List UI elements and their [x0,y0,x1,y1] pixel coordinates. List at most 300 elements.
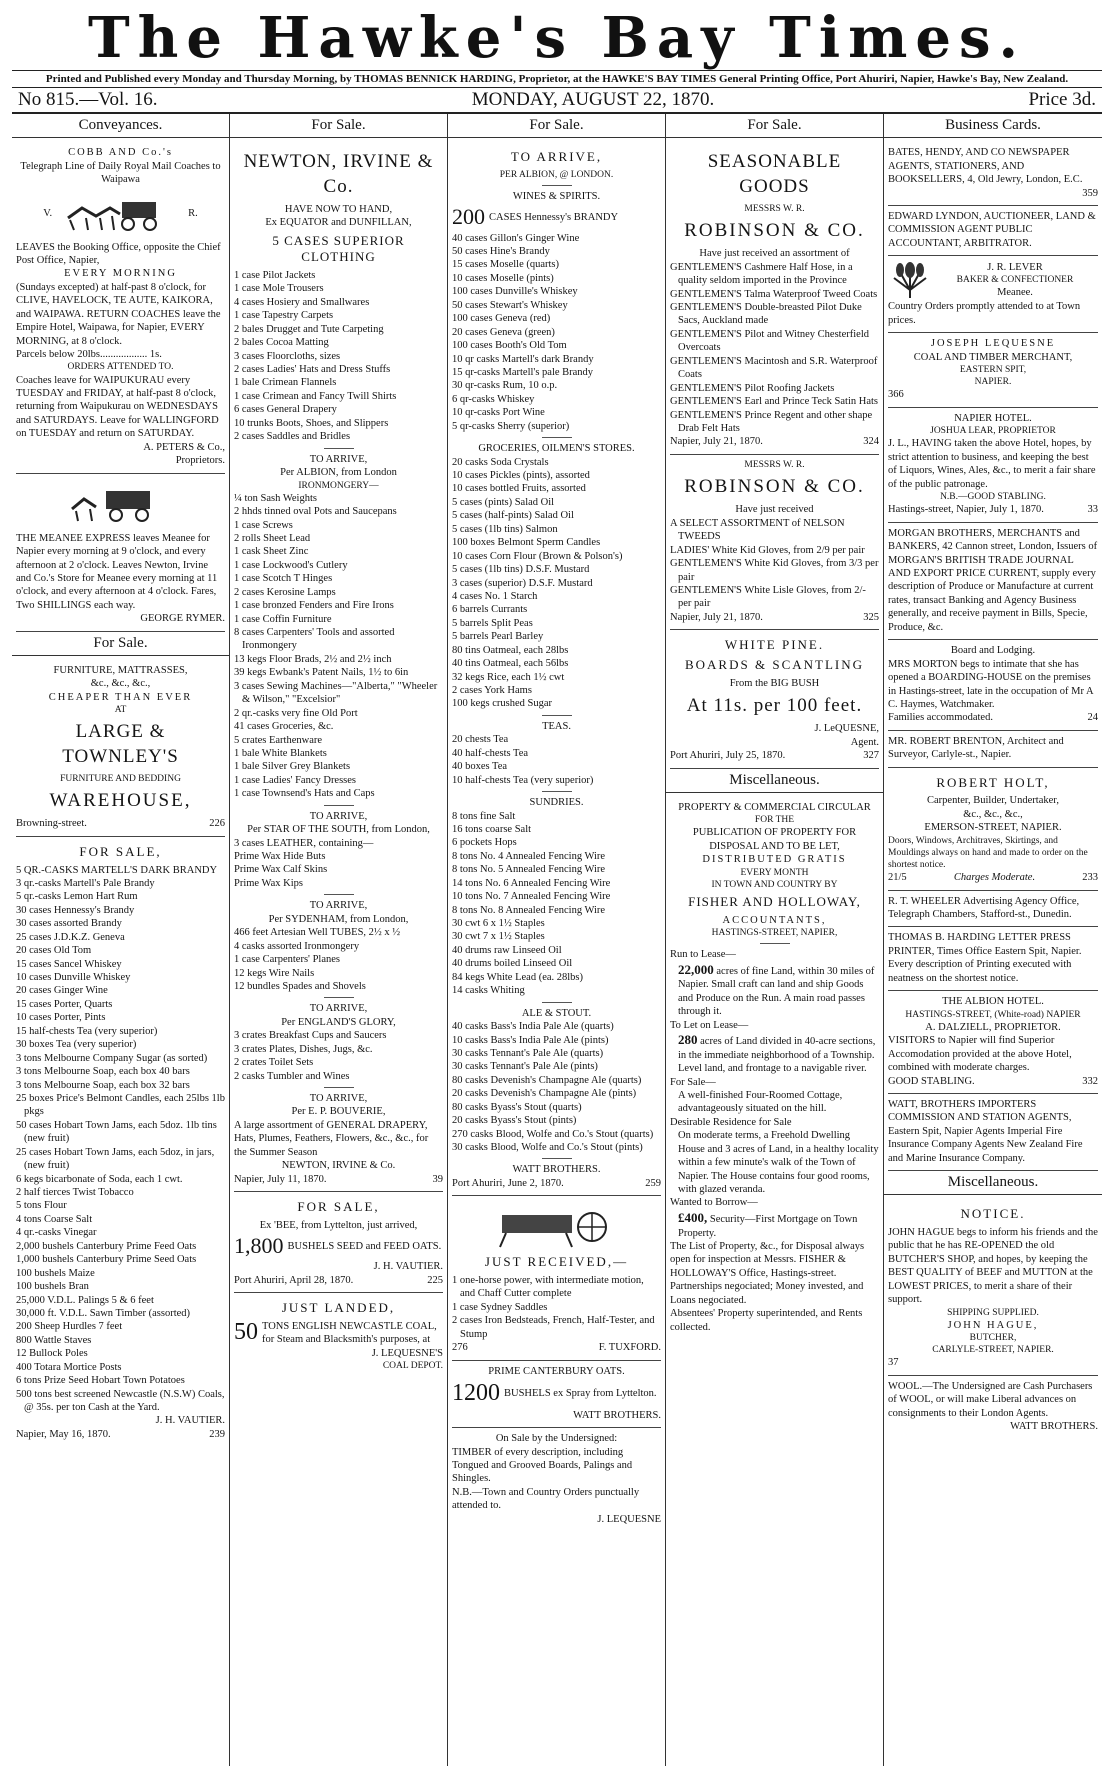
list-item: 10 cases Dunville Whiskey [16,972,131,984]
column-for-sale-3 [448,114,666,1766]
list-item: 6 barrels Currants [452,604,528,616]
seed-text: BUSHELS SEED and FEED OATS. [287,1240,442,1252]
sale-list [16,864,225,1415]
lever-trade: BAKER & CONFECTIONER [956,275,1074,286]
list-item: ¼ ton Sash Weights [234,492,317,504]
hotel-prop: JOSHUA LEAR, PROPRIETOR [930,426,1056,437]
card-board [888,640,1098,731]
card-napier-hotel [888,408,1098,523]
card-holt [888,768,1098,891]
wool-text: WOOL.—The Undersigned are Cash Purchasers of WOOL, or will make Liberal advances on consignments to their London Agents. [888,1380,1093,1419]
express-illustration [22,482,219,528]
board-text: MRS MORTON begs to intimate that she has opened a BOARDING-HOUSE on the premises in Hastings-street, late in the occupation of Mr A C. Haymes, Watchmaker. [888,658,1093,710]
groceries-heading: GROCERIES, OILMEN'S STORES. [478,443,635,455]
list-item: 2 cases Saddles and Bridles [234,431,351,443]
list-item: 800 Wattle Staves [16,1334,92,1346]
pine-boards: BOARDS & SCANTLING [684,656,864,672]
ad-robinson-1 [670,142,879,455]
list-item: 3 tons Melbourne Company Sugar (as sorted) [16,1052,208,1064]
sundries-heading: SUNDRIES. [529,797,584,809]
list-item: 8 cases Carpenters' Tools and assorted Ironmongery [234,627,395,652]
list-item: 2 half tierces Twist Tobacco [16,1187,134,1199]
oats-text: BUSHELS ex Spray from Lyttelton. [504,1387,657,1399]
cobb-orders: ORDERS ATTENDED TO. [67,362,174,373]
partnership-text: Partnerships negociated; Money invested, and Loans negociated. [670,1281,864,1306]
list-item: Prime Wax Kips [234,877,303,889]
list-item: 10 casks Bass's India Pale Ale (pints) [452,1034,609,1046]
oats-qty: 1200 [452,1380,500,1406]
card-bates [888,142,1098,206]
list-item: GENTLEMEN'S Double-breasted Pilot Duke Sacs, Auckland made [670,302,862,327]
list-item: 1 case Crimean and Fancy Twill Shirts [234,390,397,402]
list-item: GENTLEMEN'S Prince Regent and other shape Drab Felt Hats [670,409,873,434]
newton-list-2 [234,492,443,801]
pine-agent: Agent. [850,736,879,748]
newton-arrive-5: TO ARRIVE, [309,1093,368,1105]
misc-heading: Miscellaneous. [884,1171,1102,1195]
furn-warehouse: WAREHOUSE, [49,790,192,812]
hague-text: JOHN HAGUE begs to inform his friends and the public that he has RE-OPENED the old BUTCHER'S SHOP, and hopes, by keeping the BEST QUALITY of BEEF and MUTTON at the LOWEST PRICES, to merit a share of their support. [888,1226,1098,1306]
list-item: 30 cases Hennessy's Brandy [16,904,135,916]
circ-pub: PUBLICATION OF PROPERTY FOR DISPOSAL AND TO BE LET, [692,827,857,852]
want-qty: £400, [678,1209,708,1225]
newton-per-4: Per ENGLAND'S GLORY, [281,1016,396,1028]
list-item: 20 cases Geneva (green) [452,326,555,338]
list-item: GENTLEMEN'S White Kid Gloves, from 3/3 per pair [670,558,879,583]
list-item: 2 rolls Sheet Lead [234,532,311,544]
list-item: 4 casks assorted Ironmongery [234,940,360,952]
robinson-date-1: Napier, July 21, 1870. [670,436,763,448]
list-item: 25 cases J.D.K.Z. Geneva [16,931,125,943]
lever-row [888,260,1098,300]
masthead-title: The Hawke's Bay Times. [87,6,1026,71]
pine-heading: WHITE PINE. [724,637,825,653]
list-item: 16 tons coarse Salt [452,823,532,835]
coach-letter-right: R. [188,207,198,219]
furn-at: AT [114,705,127,716]
list-item: 4 qr.-casks Vinegar [16,1227,97,1239]
ale-heading: ALE & STOUT. [521,1007,592,1019]
seed-ex: Ex 'BEE, from Lyttelton, just arrived, [259,1219,418,1231]
ad-watt-brothers [452,142,661,1196]
ad-cobb [16,142,225,473]
list-item: 20 chests Tea [452,734,509,746]
list-item: GENTLEMEN'S Cashmere Half Hose, in a quality seldom imported in the Province [670,261,853,287]
hague-trade: BUTCHER, [969,1333,1017,1344]
wines-first-row [452,203,661,231]
list-item: 10 cases Moselle (pints) [452,272,554,284]
want-text [670,1210,879,1240]
run-body: acres of fine Land, within 30 miles of Napier. Small craft can land and ship Goods and Produce on the Run. A main road passes through it. [678,965,875,1018]
notice-hague [888,1199,1098,1376]
groceries-list [452,456,661,711]
ad-lequesne-timber [452,1428,661,1531]
list-item: 15 half-chests Tea (very superior) [16,1025,158,1037]
hague-name: JOHN HAGUE, [947,1319,1039,1331]
holt-name: ROBERT HOLT, [936,774,1050,790]
list-item: 100 kegs crushed Sugar [452,698,553,710]
want-heading: Wanted to Borrow— [670,1197,758,1209]
seasonable-title: SEASONABLE GOODS [707,151,842,197]
column-heading: For Sale. [230,114,447,138]
list-item: 30 casks Tennant's Pale Ale (pints) [452,1061,598,1073]
hague-street: CARLYLE-STREET, NAPIER. [932,1345,1054,1356]
list-item: 100 boxes Belmont Sperm Candles [452,537,601,549]
list-item: 100 bushels Maize [16,1267,95,1279]
wines-list [452,232,661,434]
list-item: 270 casks Blood, Wolfe and Co.'s Stout (quarts) [452,1128,654,1140]
list-item: 40 cases Gillon's Ginger Wine [452,232,580,244]
albion-place: HASTINGS-STREET, (White-road) NAPIER [905,1009,1081,1020]
newton-ironmongery: IRONMONGERY— [298,480,379,491]
card-wheeler [888,891,1098,928]
cobb-sign-1: A. PETERS & Co., [143,441,225,453]
cobb-body-3: Coaches leave for WAIPUKURAU every TUESDAY and FRIDAY, at half-past 8 o'clock, returning from Waipukurau on WEDNESDAYS and SATURDAYS. Leave for WALLINGFORD on TUESDAY and return on SATURDAY. [16,374,219,440]
list-item: 30 cases assorted Brandy [16,918,122,930]
list-item: 5 tons Flour [16,1200,67,1212]
list-item: 1 case Pilot Jackets [234,269,316,281]
let-heading: To Let on Lease— [670,1019,749,1031]
imprint-line: Printed and Published every Monday and Thursday Morning, by THOMAS BENNICK HARDING, Proprietor, at the HAWKE'S BAY TIMES General Printing Office, Port Ahuriri, Napier, Hawke's Bay, New Zealand. [12,70,1102,88]
list-item: 10 cases Pickles (pints), assorted [452,470,590,481]
watt-arrive: TO ARRIVE, [510,149,603,165]
newton-clothing: 5 CASES SUPERIOR CLOTHING [272,232,405,265]
list-item: 41 cases Groceries, &c. [234,721,334,733]
list-item: 80 tins Oatmeal, each 28lbs [452,644,569,656]
list-item: 15 qr-casks Martell's pale Brandy [452,366,594,378]
column-heading: Business Cards. [884,114,1102,138]
circ-acct: ACCOUNTANTS, [722,914,827,926]
column-business-cards [884,114,1102,1766]
just-heading: JUST RECEIVED,— [484,1254,629,1270]
newton-per-1: Per ALBION, from London [280,467,397,479]
robinson-messrs-2: MESSRS W. R. [744,459,805,470]
landed-row [234,1320,443,1347]
circ-dist: DISTRIBUTED GRATIS [702,854,847,866]
list-item: 80 casks Byass's Stout (quarts) [452,1101,582,1113]
list-item: 10 cases Porter, Pints [16,1012,106,1024]
card-lever [888,256,1098,333]
list-item: Prime Wax Hide Buts [234,851,326,863]
ad-large-townley [16,660,225,837]
list-item: 1 bale White Blankets [234,747,327,759]
run-text [670,962,879,1019]
hague-ship: SHIPPING SUPPLIED. [947,1307,1039,1318]
list-item: 6 kegs bicarbonate of Soda, each 1 cwt. [16,1173,183,1185]
list-item: 1 case Mole Trousers [234,283,324,295]
list-item: 84 kegs White Lead (ea. 28lbs) [452,971,584,983]
column-heading: For Sale. [666,114,883,138]
seed-footer [234,1274,443,1287]
albion-num: 332 [1082,1075,1098,1087]
sundries-list [452,810,661,998]
list-item: 30 cwt 7 x 1½ Staples [452,931,545,943]
list-item: 20 cases Ginger Wine [16,985,108,997]
run-qty: 22,000 [678,961,714,977]
watt-date: Port Ahuriri, June 2, 1870. [452,1177,564,1189]
pine-sign: J. LeQUESNE, [814,723,879,735]
list-item: 40 drums boiled Linseed Oil [452,958,573,970]
des-heading: Desirable Residence for Sale [670,1116,792,1128]
fs-heading: For Sale— [670,1076,716,1088]
brenton-text: MR. ROBERT BRENTON, Architect and Surveyor, Carlyle-st., Napier. [888,735,1064,761]
list-item: 1 one-horse power, with intermediate motion, and Chaff Cutter complete [452,1274,644,1300]
robinson-num-2: 325 [863,611,879,623]
list-item: 10 qr casks Martell's dark Brandy [452,353,594,365]
cart-icon [66,485,176,525]
gents-list [670,261,879,436]
list-item: 2 qr.-casks very fine Old Port [234,707,358,719]
newton-footer [234,1173,443,1186]
list-item: 2 hhds tinned oval Pots and Saucepans [234,506,397,518]
list-item: 10 trunks Boots, Shoes, and Slippers [234,417,389,429]
list-item: 15 cases Moselle (quarts) [452,259,560,271]
list-item: 2 cases York Hams [452,685,532,696]
list-item: GENTLEMEN'S Pilot and Witney Chesterfield Overcoats [670,328,869,354]
albion-footer [888,1075,1098,1088]
list-item: 2 cases Ladies' Hats and Dress Stuffs [234,364,391,375]
card-albion [888,991,1098,1094]
pine-num: 327 [863,750,879,762]
fs-text: A well-finished Four-Roomed Cottage, advantageously situated on the hill. [678,1089,843,1115]
list-item: 12 Bullock Poles [16,1348,88,1360]
notice-heading: NOTICE. [960,1206,1026,1222]
wines-qty: 200 [452,204,485,230]
chaff-cutter-icon [482,1205,632,1249]
list-item: 30 casks Blood, Wolfe and Co.'s Stout (pints) [452,1142,643,1153]
ladies-list [670,517,879,611]
newton-bouverie: A large assortment of GENERAL DRAPERY, Hats, Plumes, Feathers, Flowers, &c., &c., for the Summer Season [234,1119,429,1158]
list-item: GENTLEMEN'S Talma Waterproof Tweed Coats [670,288,878,300]
joseph-town: NAPIER. [974,377,1012,388]
issue-date: MONDAY, AUGUST 22, 1870. [471,89,715,110]
cobb-body-1: LEAVES the Booking Office, opposite the Chief Post Office, Napier, [16,241,221,266]
list-item: 30 qr-casks Rum, 10 o.p. [452,380,558,392]
column-conveyances [12,114,230,1766]
list-item: 2 crates Toilet Sets [234,1057,314,1069]
list-item: 1 bale Silver Grey Blankets [234,761,351,773]
list-item: GENTLEMEN'S Pilot Roofing Jackets [670,382,835,394]
pine-date: Port Ahuriri, July 25, 1870. [670,750,786,762]
lever-text: Country Orders promptly attended to at Town prices. [888,301,1081,326]
ad-robinson-2 [670,455,879,630]
newton-have: HAVE NOW TO HAND, [284,203,393,215]
absentees-text: Absentees' Property superintended, and Rents collected. [670,1308,863,1333]
hotel-text: J. L., HAVING taken the above Hotel, hopes, by strict attention to business, and keeping the best of Liquors, Wines, Ales, &c., to merit a fair share of the public patronage. [888,438,1096,490]
morgan-text: MORGAN BROTHERS, MERCHANTS and BANKERS, 42 Cannon street, London, Issuers of MORGAN'S BRITISH TRADE JOURNAL AND EXPORT PRICE CURRENT, supply every description of Produce or Manufacture at current rates, transact Banking and Agency Business generally, and receive payment in Bills, Specie, Produce, &c. [888,527,1098,633]
meanee-sign: GEORGE RYMER. [140,613,225,625]
board-footer [888,711,1098,724]
landed-qty: 50 [234,1318,258,1345]
board-heading: Board and Lodging. [950,645,1036,657]
newton-date: Napier, July 11, 1870. [234,1173,327,1185]
circ-every: EVERY MONTH [740,867,809,878]
list-item: 100 bushels Bran [16,1281,89,1293]
card-joseph [888,333,1098,408]
hotel-footer [888,503,1098,516]
card-harding [888,927,1098,991]
list-item: GENTLEMEN'S Macintosh and S.R. Waterproof Coats [670,355,878,381]
dateline [12,88,1102,114]
list-item: GENTLEMEN'S Earl and Prince Teck Satin Hats [670,396,879,408]
landed-heading: JUST LANDED, [281,1300,396,1316]
seed-heading: FOR SALE, [297,1199,380,1215]
albion-prop: A. DALZIELL, PROPRIETOR. [925,1021,1061,1033]
list-item: 1 case Carpenters' Planes [234,954,340,966]
list-item: 8 tons No. 5 Annealed Fencing Wire [452,864,606,876]
list-item: 50 cases Hobart Town Jams, each 5doz. 1lb tins (new fruit) [16,1119,217,1145]
cobb-body-2: (Sundays excepted) at half-past 8 o'clock, for CLIVE, HAVELOCK, TE AUTE, KAIKORA, and WAIPAWA. RETURN COACHES leave the Empire Hotel, Waipawa, for Napier, EVERY MORNING, at 8 o'clock. [16,281,221,347]
just-list [452,1274,661,1341]
list-item: Prime Wax Calf Skins [234,864,328,876]
run-heading: Run to Lease— [670,949,736,961]
list-item: 20 casks Devenish's Champagne Ale (pints) [452,1088,637,1100]
newton-per-5: Per E. P. BOUVERIE, [291,1106,386,1118]
list-item: 2,000 bushels Canterbury Prime Feed Oats [16,1240,197,1252]
seed-date: Port Ahuriri, April 28, 1870. [234,1274,354,1286]
list-item: 1 case Ladies' Fancy Dresses [234,774,357,786]
harding-text: THOMAS B. HARDING LETTER PRESS PRINTER, Times Office Eastern Spit, Napier. Every description of Printing executed with neatness on the shortest notice. [888,932,1082,984]
list-item: GENTLEMEN'S White Lisle Gloves, from 2/- per pair [670,584,866,610]
bates-num: 359 [1082,187,1098,199]
sale-date: Napier, May 16, 1870. [16,1428,111,1440]
list-item: A SELECT ASSORTMENT of NELSON TWEEDS [670,517,845,543]
furn-street: Browning-street. [16,818,87,830]
list-item: 8 tons No. 8 Annealed Fencing Wire [452,904,606,916]
seed-sign: J. H. VAUTIER. [373,1261,443,1273]
list-item: 40 tins Oatmeal, each 56lbs [452,658,569,670]
list-item: 3 crates Plates, Dishes, Jugs, &c. [234,1043,373,1055]
columns [12,114,1102,1766]
newton-list-1 [234,269,443,444]
seed-row [234,1232,443,1260]
furn-line-1: FURNITURE, MATTRASSES, [53,664,188,676]
list-item: 10 half-chests Tea (very superior) [452,774,594,786]
furn-footer [16,817,225,830]
list-item: 1 case Sydney Saddles [452,1301,548,1313]
list-item: 50 cases Hine's Brandy [452,246,550,257]
list-item: 32 kegs Rice, each 1½ cwt [452,671,565,683]
newton-arrive-4: TO ARRIVE, [309,1003,368,1015]
hotel-date: Hastings-street, Napier, July 1, 1870. [888,504,1044,516]
list-item: 5 qr.-casks Lemon Hart Rum [16,891,138,903]
meanee-body: THE MEANEE EXPRESS leaves Meanee for Napier every morning at 9 o'clock, and every afternoon at 2 o'clock. Leaves Newton, Irvine and Co.'s Store for Meanee every morning at 11 o'clock, and every afternoon at 4 o'clock. Fares, Two SHILLINGS each way. [16,532,218,611]
circ-town: IN TOWN AND COUNTRY BY [711,879,838,890]
furn-name: LARGE & TOWNLEY'S [62,721,179,767]
list-item: 39 kegs Ewbank's Patent Nails, 1½ to 6in [234,667,409,679]
newton-sign: NEWTON, IRVINE & Co. [281,1160,396,1172]
list-item: 2 cases Kerosine Lamps [234,586,336,598]
list-item: 13 kegs Floor Brads, 2½ and 2½ inch [234,653,392,665]
furn-cheaper: CHEAPER THAN EVER [48,691,193,703]
list-item: 6 pockets Hops [452,837,517,849]
list-item: 8 tons No. 4 Annealed Fencing Wire [452,850,606,862]
list-item: 10 qr-casks Port Wine [452,407,545,419]
column-for-sale-2 [230,114,448,1766]
list-item: 5 qr-casks Sherry (superior) [452,420,570,432]
robinson-name-2: ROBINSON & CO. [684,476,865,497]
coach-letter-left: V. [43,207,53,219]
watt-per: PER ALBION, @ LONDON. [499,169,614,180]
newton-arrive-3: TO ARRIVE, [309,900,368,912]
list-item: 3 tons Melbourne Soap, each box 40 bars [16,1066,190,1078]
coach-illustration [22,191,219,237]
list-item: 466 feet Artesian Well TUBES, 2½ x ½ [234,927,401,939]
pine-price: At 11s. per 100 feet. [686,694,863,716]
und-sign: J. LEQUESNE [597,1513,661,1525]
issue-number: No 815.—Vol. 16. [18,89,158,110]
seed-num: 225 [427,1274,443,1286]
list-item: 3 crates Breakfast Cups and Saucers [234,1030,387,1042]
newton-num: 39 [432,1173,443,1185]
newspaper-page [12,6,1102,1766]
robinson-footer-2 [670,611,879,624]
list-item: 4 tons Coarse Salt [16,1213,93,1225]
board-num: 24 [1087,712,1098,724]
list-item: 5 barrels Split Peas [452,617,533,629]
list-item: 5 cases (pints) Salad Oil [452,496,555,508]
card-brenton [888,731,1098,768]
just-sign: F. TUXFORD. [598,1342,661,1354]
lyndon-text: EDWARD LYNDON, AUCTIONEER, LAND & COMMISSION AGENT PUBLIC ACCOUNTANT, ARBITRATOR. [888,210,1096,249]
newton-arrive-1: TO ARRIVE, [309,453,368,465]
list-item: 3 tons Melbourne Soap, each box 32 bars [16,1079,190,1091]
list-item: 6 tons Prize Seed Hobart Town Potatoes [16,1375,185,1387]
watt-text: WATT, BROTHERS IMPORTERS COMMISSION AND STATION AGENTS, Eastern Spit, Napier Agents Imperial Fire Insurance Company Agents New Zealand Fire and Marine Insurance Company. [888,1098,1083,1164]
list-item: 2 bales Cocoa Matting [234,337,329,349]
list-item: 40 half-chests Tea [452,747,529,759]
list-item: 25,000 V.D.L. Palings 5 & 6 feet [16,1294,154,1306]
watt-footer [452,1177,661,1190]
teas-list [452,733,661,787]
cobb-parcels: Parcels below 20lbs.................. 1s. [16,349,162,360]
column-for-sale-4 [666,114,884,1766]
let-qty: 280 [678,1032,698,1047]
list-item: 2 cases Iron Bedsteads, French, Half-Tester, and Stump [452,1315,655,1340]
list-item: 12 kegs Wire Nails [234,967,315,979]
holt-etc: &c., &c., &c., [963,808,1023,820]
lever-block [932,261,1098,300]
list-item: 100 cases Geneva (red) [452,313,551,325]
list-item: 5 barrels Pearl Barley [452,631,544,643]
oats-sign: WATT BROTHERS. [573,1409,661,1421]
ad-canterbury-oats [452,1361,661,1429]
landed-sign-2: COAL DEPOT. [382,1361,443,1372]
just-footer [452,1341,661,1354]
teas-heading: TEAS. [542,720,571,732]
newton-list-4 [234,926,443,993]
sale-footer [16,1428,225,1441]
holt-num: 233 [1082,872,1098,884]
bates-text: BATES, HENDY, AND CO NEWSPAPER AGENTS, STATIONERS, AND BOOKSELLERS, 4, Old Jewry, London, E.C. [888,147,1083,186]
ad-newton-irvine [234,142,443,1192]
landed-text: TONS ENGLISH NEWCASTLE COAL, for Steam and Blacksmith's purposes, at [262,1320,437,1346]
newton-per-2: Per STAR OF THE SOUTH, from London, [247,824,430,836]
pine-footer [670,749,879,762]
list-item: 25 boxes Price's Belmont Candles, each 25lbs 1lb pkgs [16,1092,225,1118]
pine-from: From the BIG BUSH [729,677,820,689]
ad-fisher-holloway [670,797,879,1339]
cobb-title: COBB AND Co.'s [68,147,173,159]
holt-text: Doors, Windows, Architraves, Skirtings, and Mouldings always on hand and made to order on the shortest notice. [888,835,1088,870]
hotel-nb: N.B.—GOOD STABLING. [940,492,1046,503]
issue-price: Price 3d. [1028,89,1096,110]
newton-ex: Ex EQUATOR and DUNFILLAN, [265,217,412,229]
holt-footer [888,871,1098,884]
hotel-name: NAPIER HOTEL. [954,412,1032,424]
list-item: 40 casks Bass's India Pale Ale (quarts) [452,1021,614,1033]
list-item: 30 boxes Tea (very superior) [16,1039,137,1051]
